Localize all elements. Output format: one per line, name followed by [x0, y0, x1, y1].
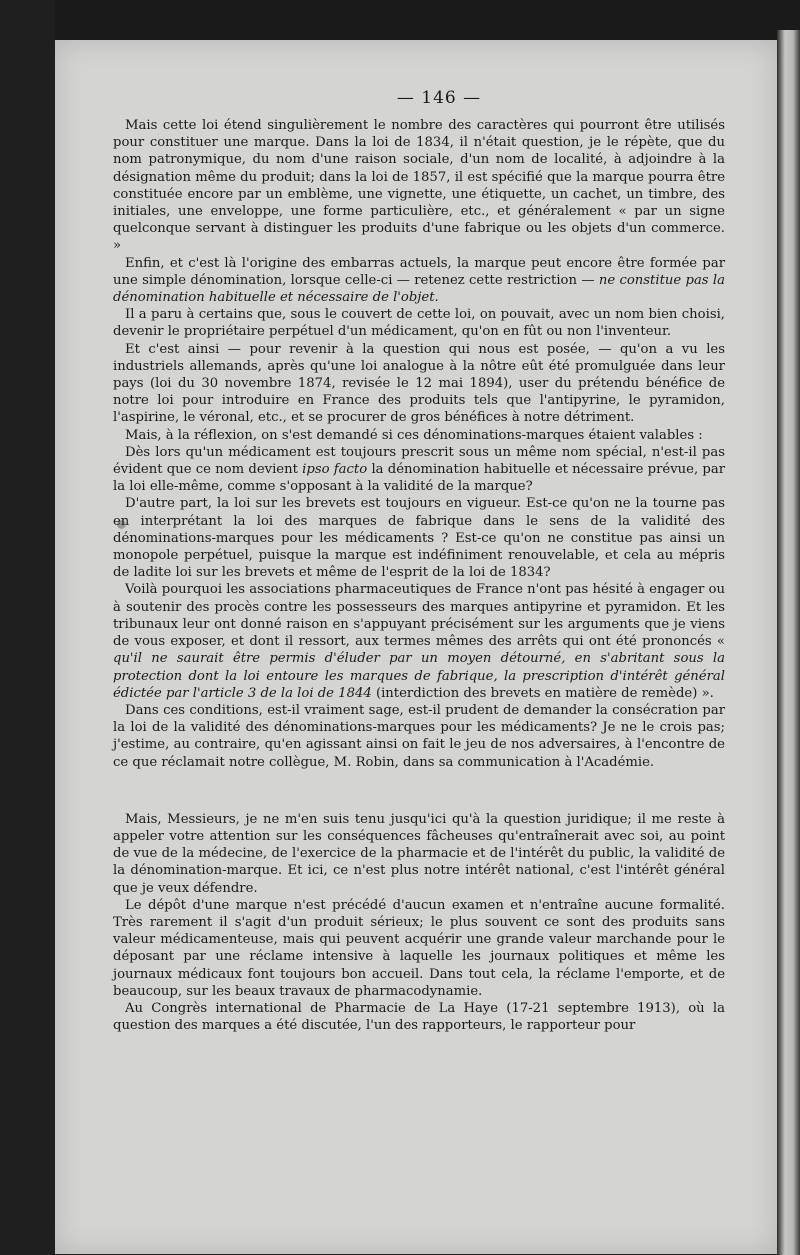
scan-top-border	[0, 0, 800, 40]
page-number: — 146 —	[396, 88, 482, 108]
section-gap	[113, 771, 725, 811]
paragraph-10: Mais, Messieurs, je ne m'en suis tenu jusqu'ici qu'à la question juridique; il me reste à appeler votre attention sur les conséquences fâcheuses qu'entraînerait avec soi, au point de vue de la médecine, de l'exercice de la pharmacie et de l'intérêt du public, la validité de la dénomination-marque. Et ici, ce n'est plus notre intérêt national, c'est l'intérêt général que je veux défendre.	[113, 811, 725, 896]
paragraph-9: Dans ces conditions, est-il vraiment sage, est-il prudent de demander la consécration par la loi de la validité des dénominations-marques pour les médicaments? Je ne le crois pas; j'estime, au contraire, qu'en agissant ainsi on fait le jeu de nos adversaires, à l'encontre de ce que réclamait notre collègue, M. Robin, dans sa communication à l'Académie.	[113, 702, 725, 770]
italic-ipso-facto: ipso facto	[302, 462, 368, 478]
paragraph-4: Et c'est ainsi — pour revenir à la question qui nous est posée, — qu'on a vu les industriels allemands, après qu'une loi analogue à la nôtre eût été promulguée dans leur pays (loi du 30 novembre 1874, revisée le 12 mai 1894), user du prétendu bénéfice de notre loi pour introduire en France des produits tels que l'antipyrine, le pyramidon, l'aspirine, le véronal, etc., et se procurer de gros bénéfices à notre détriment.	[113, 341, 725, 426]
paragraph-8	[113, 581, 725, 701]
italic-quote: qu'il ne saurait être permis d'éluder par un moyen détourné, en s'abritant sous la protection dont la loi entoure les marques de fabrique, la prescription d'intérêt général édictée par l'article 3 de la loi de 1844	[113, 651, 725, 701]
paragraph-11: Le dépôt d'une marque n'est précédé d'aucun examen et n'entraîne aucune formalité. Très rarement il s'agit d'un produit sérieux; le plus souvent ce sont des produits sans valeur médicamenteuse, mais qui peuvent acquérir une grande valeur marchande pour le déposant par une réclame intensive à laquelle les journaux politiques et même les journaux médicaux font toujours bon accueil. Dans tout cela, la réclame l'emporte, et de beaucoup, sur les beaux travaux de pharmacodynamie.	[113, 897, 725, 999]
paragraph-3: Il a paru à certains que, sous le couvert de cette loi, on pouvait, avec un nom bien choisi, devenir le propriétaire perpétuel d'un médicament, qu'on en fût ou non l'inventeur.	[113, 307, 725, 340]
paragraph-6-text-a: Dès lors qu'un médicament est toujours prescrit sous un même nom spécial, n'est-il pas évident que ce nom devient	[113, 444, 725, 478]
paragraph-6-text-b: la dénomination habituelle et nécessaire prévue, par la loi elle-même, comme s'opposant à la validité de la marque?	[113, 462, 725, 495]
paragraph-5: Mais, à la réflexion, on s'est demandé si ces dénominations-marques étaient valables :	[125, 427, 703, 443]
paragraph-1: Mais cette loi étend singulièrement le nombre des caractères qui pourront être utilisés pour constituer une marque. Dans la loi de 1834, il n'était question, je le répète, que du nom patronymique, du nom d'une raison sociale, d'un nom de localité, à adjoindre à la désignation même du produit; dans la loi de 1857, il est spécifié que la marque pourra être constituée encore par un emblème, une vignette, une étiquette, un cachet, un timbre, des initiales, une enveloppe, une forme particulière, etc., et généralement « par un signe quelconque servant à distinguer les produits d'une fabrique ou les objets d'un commerce. »	[113, 118, 725, 254]
italic-restriction: ne constitue pas la dénomination habituelle et nécessaire de l'objet.	[113, 272, 725, 306]
page-content	[113, 88, 725, 1034]
scan-left-border	[0, 0, 55, 1255]
paragraph-2-text: Enfin, et c'est là l'origine des embarras actuels, la marque peut encore être formée par une simple dénomination, lorsque celle-ci — retenez cette restriction —	[113, 255, 725, 288]
page-edge-strip	[777, 30, 800, 1255]
paragraph-7: D'autre part, la loi sur les brevets est toujours en vigueur. Est-ce qu'on ne la tourne pas en interprétant la loi des marques de fabrique dans le sens de la validité des dénominations-marques pour les médicaments ? Est-ce qu'on ne constitue pas ainsi un monopole perpétuel, puisque la marque est indéfiniment renouvelable, et cela au mépris de ladite loi sur les brevets et même de l'esprit de la loi de 1834?	[113, 496, 725, 581]
paragraph-12: Au Congrès international de Pharmacie de La Haye (17-21 septembre 1913), où la question des marques a été discutée, l'un des rapporteurs, le rapporteur pour	[113, 1000, 725, 1034]
paragraph-2	[113, 255, 725, 307]
paragraph-6	[113, 444, 725, 496]
paragraph-8-text-a: Voilà pourquoi les associations pharmaceutiques de France n'ont pas hésité à engager ou à soutenir des procès contre les possesseurs des marques antipyrine et pyramidon. Et les tribunaux leur ont donné raison en s'appuyant précisément sur les arguments que je viens de vous exposer, et dont il ressort, aux termes mêmes des arrêts qui ont été prononcés «	[113, 582, 725, 650]
paragraph-8-text-b: (interdiction des brevets en matière de remède) ».	[375, 685, 714, 701]
